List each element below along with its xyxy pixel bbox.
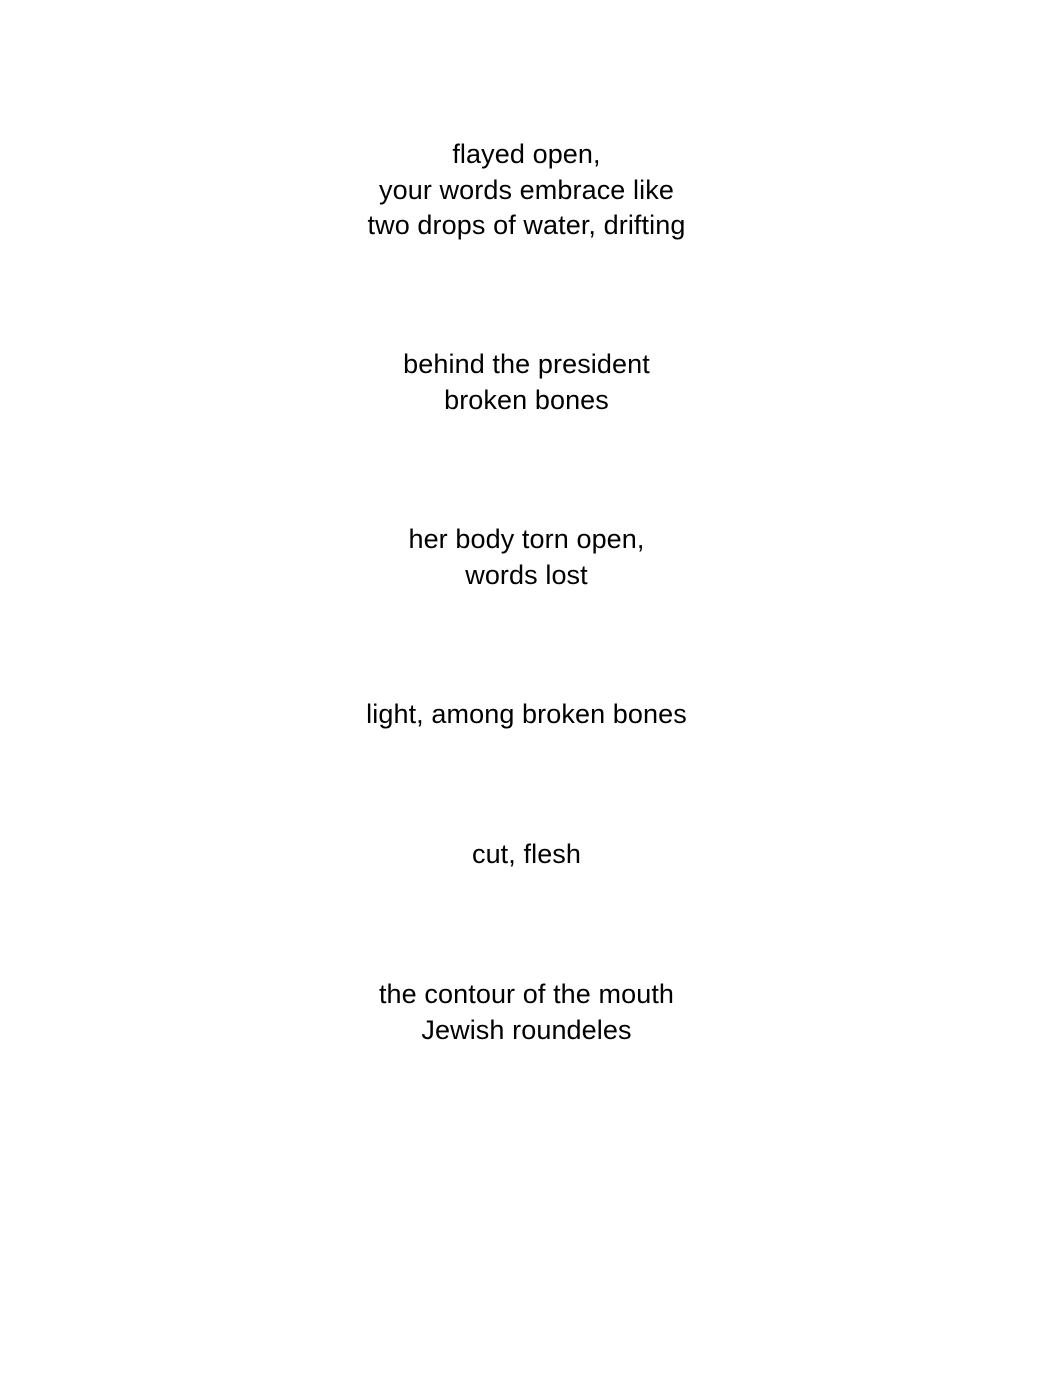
stanza-line: two drops of water, drifting: [367, 210, 686, 240]
stanza-line: light, among broken bones: [366, 699, 687, 729]
stanza-1: [0, 137, 1048, 244]
stanza-2: [0, 347, 1048, 418]
stanza-line: broken bones: [444, 384, 609, 415]
stanza-line: Jewish roundeles: [421, 1014, 632, 1045]
stanza-line: flayed open,: [452, 139, 601, 169]
stanza-3: [0, 522, 1048, 593]
stanza-line: the contour of the mouth: [378, 979, 675, 1009]
stanza-line: cut, flesh: [471, 839, 582, 869]
stanza-6: [0, 977, 1048, 1048]
stanza-line: words lost: [465, 559, 588, 590]
stanza-line: your words embrace like: [379, 174, 674, 205]
stanza-5: [0, 837, 1048, 873]
stanza-line: behind the president: [403, 349, 650, 379]
stanza-4: [0, 697, 1048, 733]
stanza-line: her body torn open,: [408, 524, 645, 554]
